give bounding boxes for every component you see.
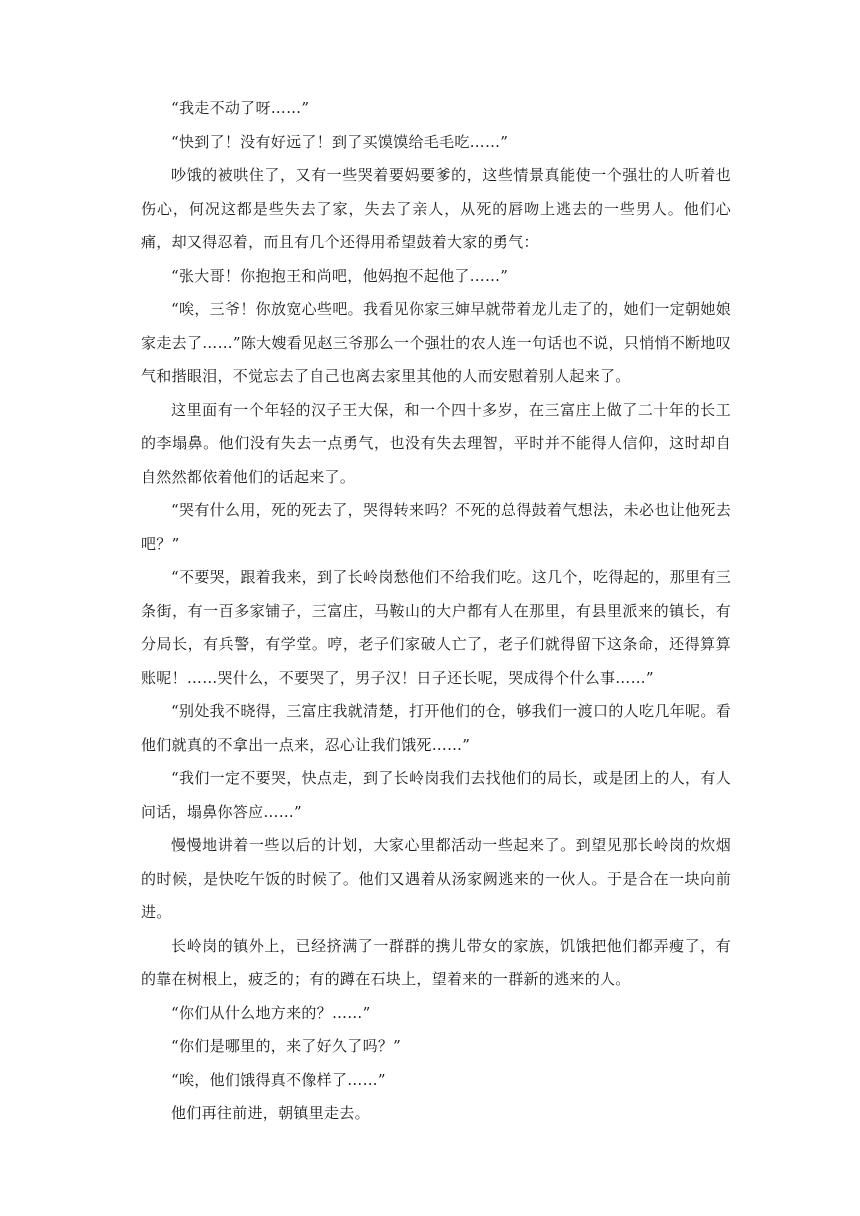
paragraph: “你们是哪里的，来了好久了吗？” [171,1037,402,1055]
paragraph: “别处我不晓得，三富庄我就清楚，打开他们的仓，够我们一渡口的人吃几年呢。看他们就真的不拿出一点来，忍心让我们饿死……” [141,702,731,754]
paragraph: “我们一定不要哭，快点走，到了长岭岗我们去找他们的局长，或是团上的人，有人问话，塌鼻你答应……” [141,769,731,821]
paragraph: “哭有什么用，死的死去了，哭得转来吗？不死的总得鼓着气想法，未必也让他死去吧？” [141,501,731,553]
paragraph: 慢慢地讲着一些以后的计划，大家心里都活动一些起来了。到望见那长岭岗的炊烟的时候，是快吃午饭的时候了。他们又遇着从汤家阙逃来的一伙人。于是合在一块向前进。 [141,836,731,921]
paragraph: 这里面有一个年轻的汉子王大保，和一个四十多岁，在三富庄上做了二十年的长工的李塌鼻。他们没有失去一点勇气，也没有失去理智，平时并不能得人信仰，这时却自自然然都依着他们的话起来了。 [141,400,731,486]
paragraph: 吵饿的被哄住了，又有一些哭着要妈要爹的，这些情景真能使一个强壮的人听着也伤心，何况这都是些失去了家，失去了亲人，从死的唇吻上逃去的一些男人。他们心痛，却又得忍着，而且有几个还得用希望鼓着大家的勇气： [141,166,731,251]
paragraph: 他们再往前进，朝镇里走去。 [171,1104,370,1122]
paragraph: “我走不动了呀……” [171,99,310,117]
paragraph: “快到了！没有好远了！到了买馍馍给毛毛吃……” [171,132,509,151]
paragraph: “你们从什么地方来的？……” [171,1003,371,1022]
paragraph: “唉，他们饿得真不像样了……” [171,1070,386,1089]
paragraph: 长岭岗的镇外上，已经挤满了一群群的携儿带女的家族，饥饿把他们都弄瘦了，有的靠在树根上，疲乏的；有的蹲在石块上，望着来的一群新的逃来的人。 [141,936,731,988]
paragraph: “不要哭，跟着我来，到了长岭岗愁他们不给我们吃。这几个，吃得起的，那里有三条街，有一百多家铺子，三富庄，马鞍山的大户都有人在那里，有县里派来的镇长，有分局长，有兵警，有学堂。哼，老子们家破人亡了，老子们就得留下这条命，还得算算账呢！……哭什么，不要哭了，男子汉！日子还长呢，哭成得个什么事……” [141,568,731,687]
document-body [141,99,731,1131]
paragraph: “唉，三爷！你放宽心些吧。我看见你家三婶早就带着龙儿走了的，她们一定朝她娘家走去了……”陈大嫂看见赵三爷那么一个强壮的农人连一句话也不说，只悄悄不断地叹气和揩眼泪，不觉忘去了自己也离去家里其他的人而安慰着别人起来了。 [141,300,731,385]
paragraph: “张大哥！你抱抱王和尚吧，他妈抱不起他了……” [171,266,509,285]
